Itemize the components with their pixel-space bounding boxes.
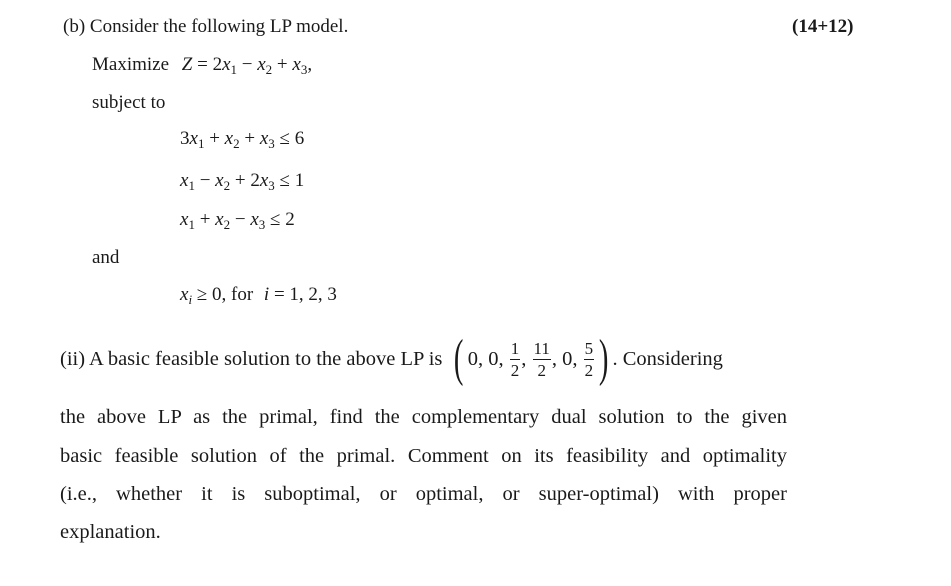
objective-line [92, 54, 312, 76]
constraint-1: $3x_1 + x_2 + x_3 \le 6$ [180, 128, 305, 151]
objective-label: Maximize [92, 54, 170, 75]
and-label: and [92, 247, 120, 268]
part-ii-line-3: basic feasible solution of the primal. Comment on its feasibility and optimality [60, 445, 787, 467]
question-heading: (b) Consider the following LP model. [63, 16, 349, 37]
part-ii-first-line [60, 330, 723, 387]
nonnegativity-constraint: $x_i \ge 0$, for i = 1, 2, 3 [180, 284, 337, 307]
basic-feasible-solution: ( 0, 0, $\frac{1}{2}$ , $\frac{11}{2}$ , 0, $\frac{5}{2}$ ) [454, 330, 609, 387]
part-ii-line-5: explanation. [60, 521, 161, 543]
constraint-3: $x_1 + x_2 - x_3 \le 2$ [180, 209, 295, 232]
subject-to-label: subject to [92, 92, 166, 113]
part-ii-line-2: the above LP as the primal, find the complementary dual solution to the given [60, 406, 787, 428]
marks-label: (14+12) [792, 16, 854, 37]
part-ii-after: . Considering [612, 347, 723, 370]
part-ii-intro: (ii) A basic feasible solution to the above LP is [60, 347, 443, 370]
objective-function: $Z = 2x_1 - x_2 + x_3$, [181, 54, 313, 77]
part-ii-line-4: (i.e., whether it is suboptimal, or optimal, or super-optimal) with proper [60, 483, 787, 505]
constraint-2: $x_1 - x_2 + 2x_3 \le 1$ [180, 170, 305, 193]
